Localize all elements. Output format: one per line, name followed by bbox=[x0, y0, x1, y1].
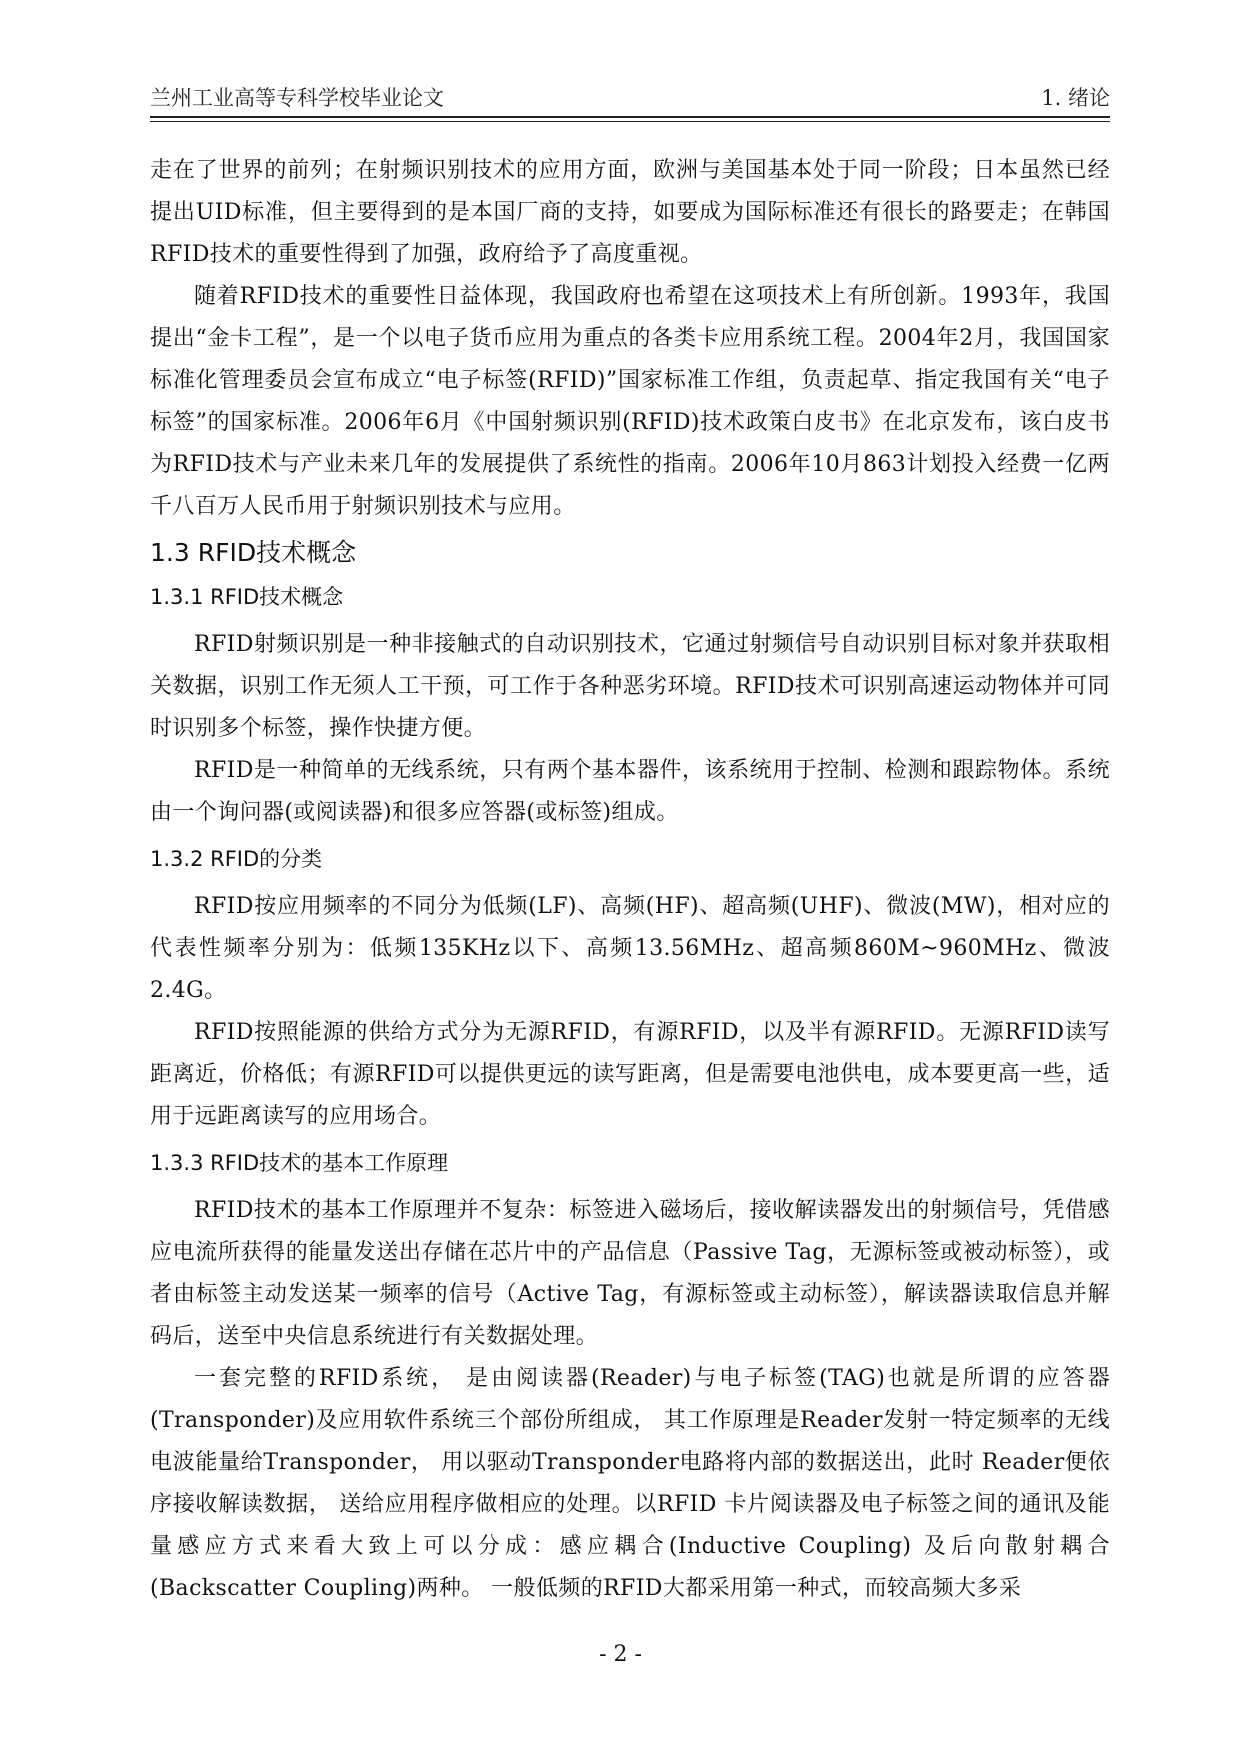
subsection-heading-1-3-2: 1.3.2 RFID的分类 bbox=[150, 847, 323, 871]
page-body bbox=[150, 150, 1110, 1610]
header-rule-thick bbox=[150, 116, 1110, 118]
paragraph-5: RFID按应用频率的不同分为低频(LF)、高频(HF)、超高频(UHF)、微波(MW)，相对应的代表性频率分别为：低频135KHz以下、高频13.56MHz、超高频860M~960MHz、微波2.4G。 bbox=[150, 894, 1110, 1003]
paragraph-2: 随着RFID技术的重要性日益体现，我国政府也希望在这项技术上有所创新。1993年，我国提出“金卡工程”，是一个以电子货币应用为重点的各类卡应用系统工程。2004年2月，我国国家标准化管理委员会宣布成立“电子标签(RFID)”国家标准工作组，负责起草、指定我国有关“电子标签”的国家标准。2006年6月《中国射频识别(RFID)技术政策白皮书》在北京发布，该白皮书为RFID技术与产业未来几年的发展提供了系统性的指南。2006年10月863计划投入经费一亿两千八百万人民币用于射频识别技术与应用。 bbox=[150, 284, 1110, 519]
paragraph-6: RFID按照能源的供给方式分为无源RFID，有源RFID，以及半有源RFID。无源RFID读写距离近，价格低；有源RFID可以提供更远的读写距离，但是需要电池供电，成本要更高一些，适用于远距离读写的应用场合。 bbox=[150, 1020, 1110, 1129]
subsection-heading-1-3-3: 1.3.3 RFID技术的基本工作原理 bbox=[150, 1151, 449, 1175]
header-chapter: 1. 绪论 bbox=[1041, 86, 1110, 110]
header-rule-thin bbox=[150, 121, 1110, 122]
paragraph-1: 走在了世界的前列；在射频识别技术的应用方面，欧洲与美国基本处于同一阶段；日本虽然已经提出UID标准，但主要得到的是本国厂商的支持，如要成为国际标准还有很长的路要走；在韩国RFID技术的重要性得到了加强，政府给予了高度重视。 bbox=[150, 158, 1110, 267]
paragraph-8: 一套完整的RFID系统， 是由阅读器(Reader)与电子标签(TAG)也就是所谓的应答器(Transponder)及应用软件系统三个部份所组成， 其工作原理是Reader发射一特定频率的无线电波能量给Transponder， 用以驱动Transponder电路将内部的数据送出，此时 Reader便依序接收解读数据， 送给应用程序做相应的处理。以RFID 卡片阅读器及电子标签之间的通讯及能量感应方式来看大致上可以分成：感应耦合(Inductive Coupling) 及后向散射耦合(Backscatter Coupling)两种。 一般低频的RFID大都采用第一种式，而较高频大多采 bbox=[150, 1366, 1110, 1601]
subsection-heading-1-3-1: 1.3.1 RFID技术概念 bbox=[150, 585, 344, 609]
paragraph-7: RFID技术的基本工作原理并不复杂：标签进入磁场后，接收解读器发出的射频信号，凭借感应电流所获得的能量发送出存储在芯片中的产品信息（Passive Tag，无源标签或被动标签），或者由标签主动发送某一频率的信号（Active Tag，有源标签或主动标签），解读器读取信息并解码后，送至中央信息系统进行有关数据处理。 bbox=[150, 1198, 1110, 1349]
paragraph-3: RFID射频识别是一种非接触式的自动识别技术，它通过射频信号自动识别目标对象并获取相关数据，识别工作无须人工干预，可工作于各种恶劣环境。RFID技术可识别高速运动物体并可同时识别多个标签，操作快捷方便。 bbox=[150, 632, 1110, 741]
paragraph-4: RFID是一种简单的无线系统，只有两个基本器件，该系统用于控制、检测和跟踪物体。系统由一个询问器(或阅读器)和很多应答器(或标签)组成。 bbox=[150, 758, 1110, 825]
section-heading-1-3: 1.3 RFID技术概念 bbox=[150, 538, 357, 567]
page-number: - 2 - bbox=[599, 1642, 642, 1667]
header-title: 兰州工业高等专科学校毕业论文 bbox=[150, 86, 444, 110]
page-header bbox=[150, 82, 1110, 112]
